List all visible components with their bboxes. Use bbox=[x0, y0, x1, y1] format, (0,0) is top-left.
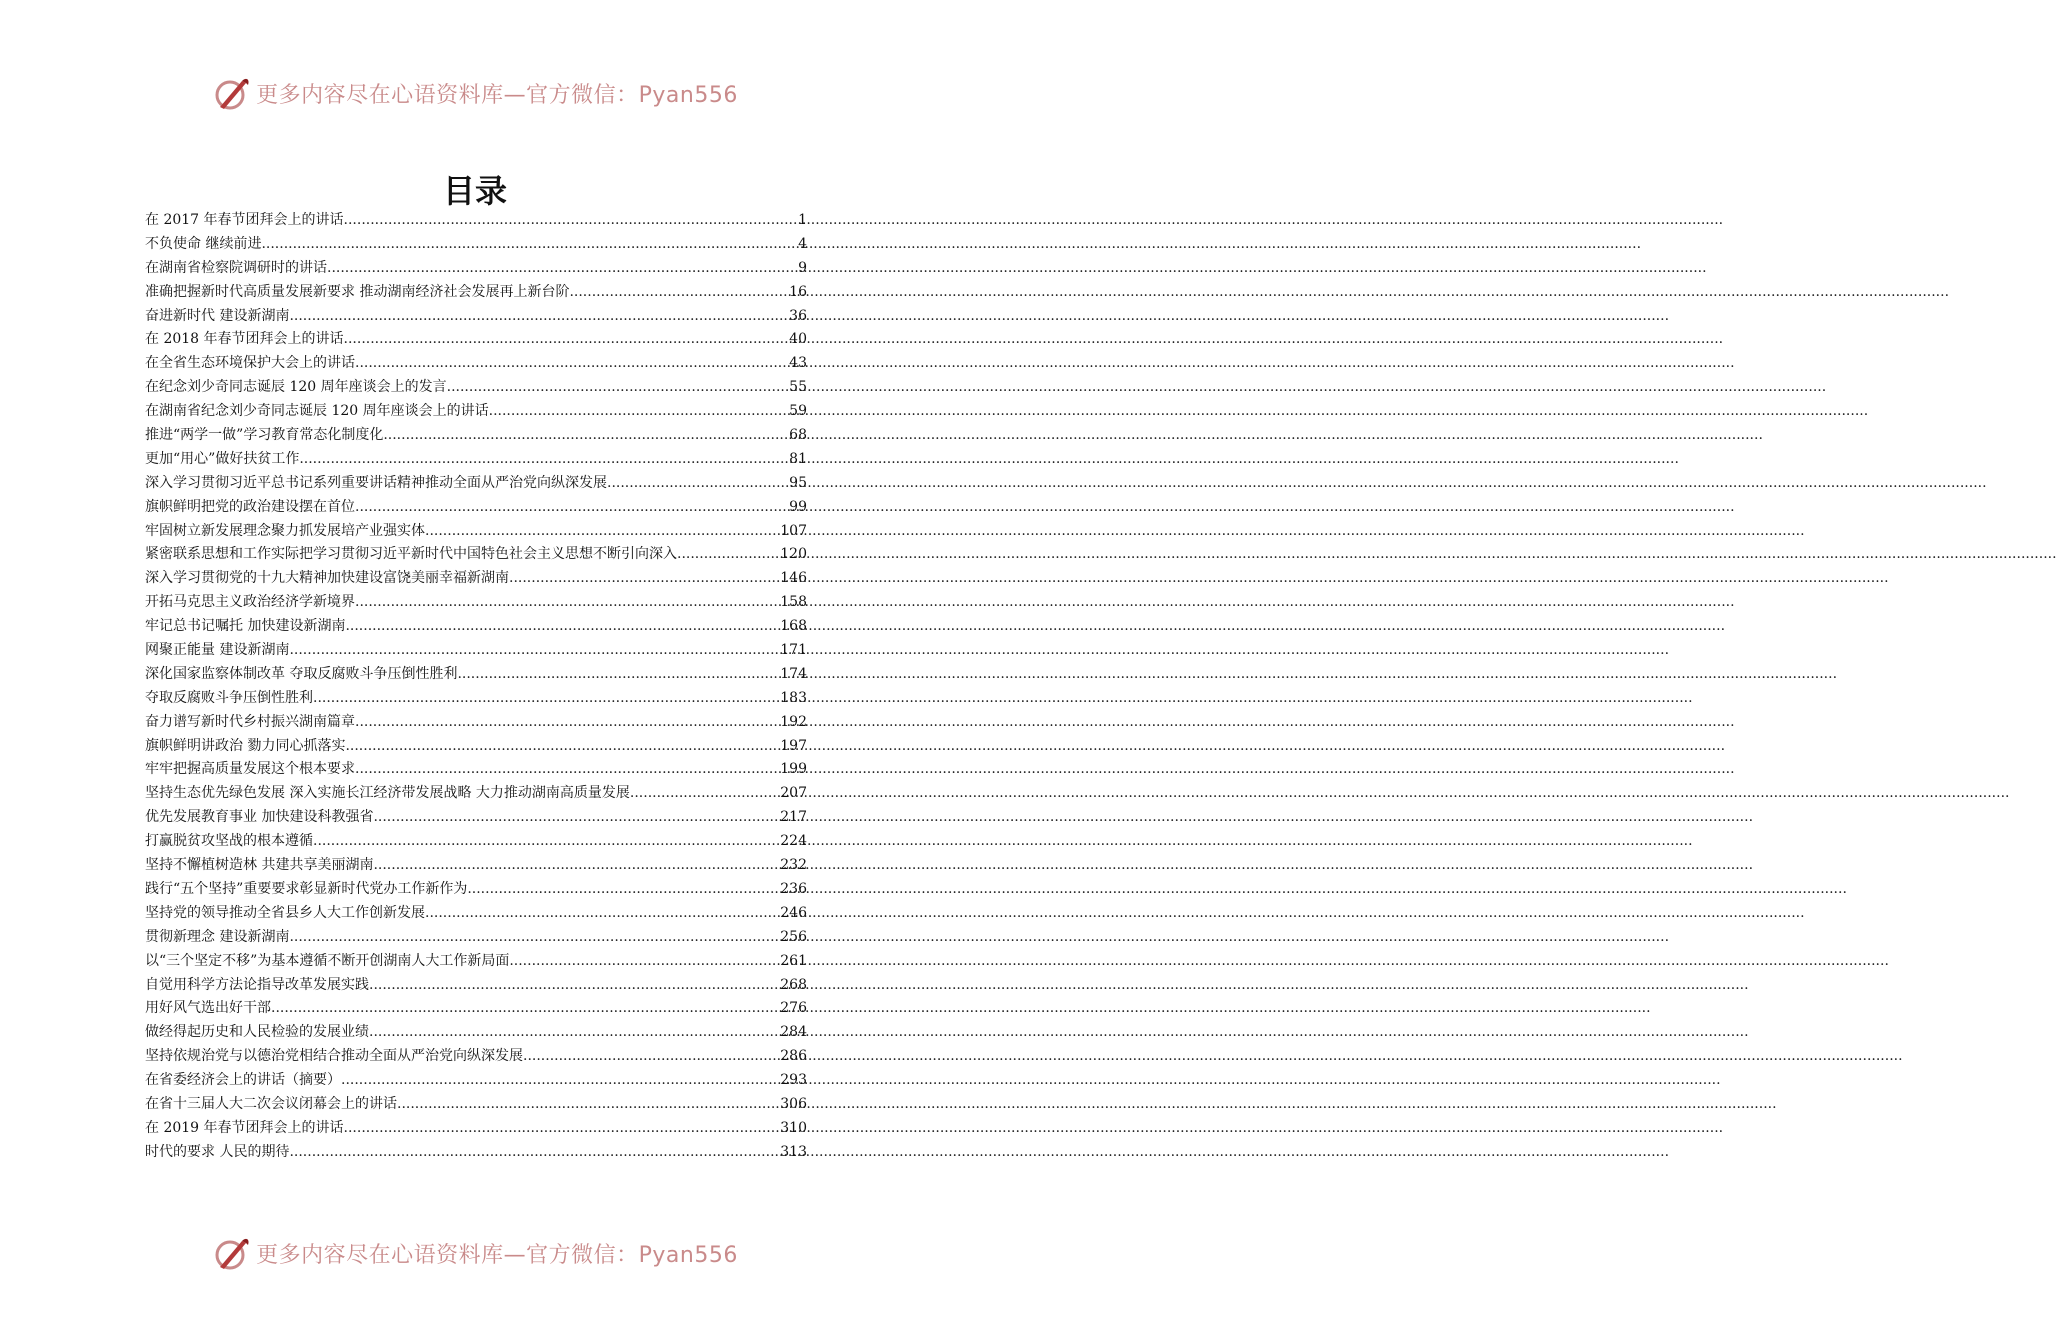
toc-leader-dots bbox=[355, 352, 789, 376]
toc-entry-page: 284 bbox=[780, 1024, 807, 1041]
toc-entry-page: 313 bbox=[780, 1143, 807, 1160]
toc-leader-dots bbox=[355, 711, 780, 735]
toc-entry-title: 不负使命 继续前进 bbox=[145, 235, 262, 252]
toc-entry-page: 81 bbox=[789, 450, 807, 467]
toc-entry[interactable] bbox=[145, 567, 807, 591]
toc-leader-dots bbox=[355, 496, 789, 520]
toc-entry-page: 293 bbox=[780, 1072, 807, 1089]
toc-entry[interactable] bbox=[145, 520, 807, 544]
toc-entry[interactable] bbox=[145, 950, 807, 974]
toc-entry[interactable] bbox=[145, 663, 807, 687]
toc-entry-title: 更加“用心”做好扶贫工作 bbox=[145, 450, 300, 467]
toc-entry-title: 在 2019 年春节团拜会上的讲话 bbox=[145, 1119, 344, 1136]
toc-entry-title: 优先发展教育事业 加快建设科教强省 bbox=[145, 809, 374, 826]
toc-entry-title: 时代的要求 人民的期待 bbox=[145, 1143, 290, 1160]
toc-entry[interactable] bbox=[145, 830, 807, 854]
toc-leader-dots bbox=[425, 902, 780, 926]
toc-leader-dots bbox=[261, 233, 798, 257]
toc-leader-dots bbox=[523, 1045, 780, 1069]
toc-entry-page: 95 bbox=[789, 474, 807, 491]
toc-entry-title: 在全省生态环境保护大会上的讲话 bbox=[145, 355, 355, 372]
toc-entry[interactable] bbox=[145, 472, 807, 496]
toc-entry-page: 168 bbox=[780, 618, 807, 635]
toc-entry[interactable] bbox=[145, 687, 807, 711]
toc-entry-page: 286 bbox=[780, 1048, 807, 1065]
toc-entry-page: 99 bbox=[789, 498, 807, 515]
toc-leader-dots bbox=[373, 854, 780, 878]
toc-entry-title: 紧密联系思想和工作实际把学习贯彻习近平新时代中国特色社会主义思想不断引向深入 bbox=[145, 546, 677, 563]
toc-leader-dots bbox=[344, 209, 799, 233]
toc-leader-dots bbox=[373, 806, 780, 830]
toc-entry-title: 奋力谱写新时代乡村振兴湖南篇章 bbox=[145, 713, 355, 730]
toc-entry[interactable] bbox=[145, 1069, 807, 1093]
toc-entry[interactable] bbox=[145, 758, 807, 782]
toc-entry-page: 59 bbox=[789, 403, 807, 420]
toc-entry-page: 256 bbox=[780, 928, 807, 945]
toc-entry[interactable] bbox=[145, 1045, 807, 1069]
toc-entry[interactable] bbox=[145, 997, 807, 1021]
toc-leader-dots bbox=[271, 997, 780, 1021]
toc-leader-dots bbox=[299, 448, 789, 472]
toc-entry-title: 牢牢把握高质量发展这个根本要求 bbox=[145, 761, 355, 778]
toc-entry-title: 坚持生态优先绿色发展 深入实施长江经济带发展战略 大力推动湖南高质量发展 bbox=[145, 785, 630, 802]
toc-leader-dots bbox=[369, 1021, 780, 1045]
toc-leader-dots bbox=[327, 257, 798, 281]
toc-entry-title: 旗帜鲜明把党的政治建设摆在首位 bbox=[145, 498, 355, 515]
toc-entry-title: 自觉用科学方法论指导改革发展实践 bbox=[145, 976, 369, 993]
toc-entry-title: 牢记总书记嘱托 加快建设新湖南 bbox=[145, 618, 346, 635]
toc-entry[interactable] bbox=[145, 543, 807, 567]
toc-leader-dots bbox=[355, 591, 780, 615]
toc-entry[interactable] bbox=[145, 1141, 807, 1165]
toc-entry-title: 以“三个坚定不移”为基本遵循不断开创湖南人大工作新局面 bbox=[145, 952, 510, 969]
toc-entry-page: 174 bbox=[780, 665, 807, 682]
toc-entry-page: 232 bbox=[780, 857, 807, 874]
toc-entry-title: 贯彻新理念 建设新湖南 bbox=[145, 928, 290, 945]
toc-entry-page: 43 bbox=[789, 355, 807, 372]
toc-entry-title: 旗帜鲜明讲政治 勠力同心抓落实 bbox=[145, 737, 346, 754]
toc-leader-dots bbox=[313, 687, 780, 711]
toc-entry-page: 1 bbox=[798, 212, 807, 228]
toc-leader-dots bbox=[447, 376, 790, 400]
toc-entry[interactable] bbox=[145, 974, 807, 998]
toc-entry[interactable] bbox=[145, 615, 807, 639]
toc-entry-page: 199 bbox=[780, 761, 807, 778]
toc-entry[interactable] bbox=[145, 233, 807, 257]
toc-entry-page: 207 bbox=[780, 785, 807, 802]
toc-leader-dots bbox=[345, 735, 780, 759]
toc-leader-dots bbox=[457, 663, 780, 687]
toc-entry-page: 16 bbox=[789, 283, 807, 300]
toc-entry[interactable] bbox=[145, 400, 807, 424]
toc-entry-page: 146 bbox=[780, 570, 807, 587]
toc-entry[interactable] bbox=[145, 878, 807, 902]
toc-entry-page: 261 bbox=[780, 952, 807, 969]
toc-entry-page: 276 bbox=[780, 1000, 807, 1017]
toc-entry-title: 坚持不懈植树造林 共建共享美丽湖南 bbox=[145, 857, 374, 874]
toc-entry[interactable] bbox=[145, 209, 807, 233]
toc-entry[interactable] bbox=[145, 305, 807, 329]
toc-leader-dots bbox=[289, 639, 780, 663]
toc-leader-dots bbox=[344, 1117, 781, 1141]
toc-entry[interactable] bbox=[145, 328, 807, 352]
toc-entry-page: 120 bbox=[780, 546, 807, 563]
toc-entry-title: 推进“两学一做”学习教育常态化制度化 bbox=[145, 427, 384, 444]
toc-entry-page: 183 bbox=[780, 689, 807, 706]
toc-entry-title: 在湖南省检察院调研时的讲话 bbox=[145, 259, 327, 276]
toc-leader-dots bbox=[341, 1069, 780, 1093]
toc-entry-page: 36 bbox=[789, 307, 807, 324]
toc-entry-page: 306 bbox=[780, 1095, 807, 1112]
toc-entry[interactable] bbox=[145, 926, 807, 950]
toc-entry-page: 192 bbox=[780, 713, 807, 730]
page-title: 目录 bbox=[442, 172, 507, 210]
toc-leader-dots bbox=[313, 830, 780, 854]
toc-leader-dots bbox=[369, 974, 780, 998]
toc-entry[interactable] bbox=[145, 496, 807, 520]
toc-entry-title: 在纪念刘少奇同志诞辰 120 周年座谈会上的发言 bbox=[145, 379, 447, 396]
toc-entry-title: 开拓马克思主义政治经济学新境界 bbox=[145, 594, 355, 611]
toc-entry-title: 夺取反腐败斗争压倒性胜利 bbox=[145, 689, 313, 706]
table-of-contents bbox=[145, 209, 807, 1165]
toc-entry[interactable] bbox=[145, 376, 807, 400]
quill-pen-logo-icon bbox=[212, 73, 252, 113]
toc-entry-title: 深化国家监察体制改革 夺取反腐败斗争压倒性胜利 bbox=[145, 665, 458, 682]
toc-leader-dots bbox=[383, 424, 789, 448]
toc-entry-page: 246 bbox=[780, 904, 807, 921]
header-watermark-text: 更多内容尽在心语资料库—官方微信：Pyan556 bbox=[256, 82, 738, 108]
toc-entry[interactable] bbox=[145, 1117, 807, 1141]
toc-entry[interactable] bbox=[145, 806, 807, 830]
toc-entry[interactable] bbox=[145, 591, 807, 615]
toc-entry-title: 在 2018 年春节团拜会上的讲话 bbox=[145, 331, 344, 348]
toc-leader-dots bbox=[607, 472, 789, 496]
toc-leader-dots bbox=[289, 926, 780, 950]
quill-pen-logo-icon bbox=[212, 1233, 252, 1273]
toc-entry-title: 在省委经济会上的讲话（摘要） bbox=[145, 1072, 341, 1089]
toc-leader-dots bbox=[345, 615, 780, 639]
toc-entry-title: 坚持依规治党与以德治党相结合推动全面从严治党向纵深发展 bbox=[145, 1048, 523, 1065]
toc-leader-dots bbox=[397, 1093, 780, 1117]
toc-entry[interactable] bbox=[145, 711, 807, 735]
toc-leader-dots bbox=[467, 878, 780, 902]
toc-entry-page: 224 bbox=[780, 833, 807, 850]
toc-leader-dots bbox=[289, 305, 789, 329]
toc-entry-title: 网聚正能量 建设新湖南 bbox=[145, 642, 290, 659]
toc-entry[interactable] bbox=[145, 352, 807, 376]
toc-entry-title: 在省十三届人大二次会议闭幕会上的讲话 bbox=[145, 1095, 397, 1112]
toc-entry[interactable] bbox=[145, 257, 807, 281]
toc-entry-page: 107 bbox=[780, 522, 807, 539]
toc-entry-page: 4 bbox=[798, 235, 807, 252]
toc-entry-page: 171 bbox=[780, 642, 807, 659]
toc-entry-page: 55 bbox=[789, 379, 807, 396]
toc-leader-dots bbox=[344, 328, 790, 352]
toc-entry-title: 打赢脱贫攻坚战的根本遵循 bbox=[145, 833, 313, 850]
toc-entry-title: 准确把握新时代高质量发展新要求 推动湖南经济社会发展再上新台阶 bbox=[145, 283, 570, 300]
toc-entry[interactable] bbox=[145, 902, 807, 926]
toc-entry-page: 158 bbox=[780, 594, 807, 611]
toc-entry[interactable] bbox=[145, 854, 807, 878]
toc-entry-title: 在湖南省纪念刘少奇同志诞辰 120 周年座谈会上的讲话 bbox=[145, 403, 489, 420]
toc-entry-title: 牢固树立新发展理念聚力抓发展培产业强实体 bbox=[145, 522, 425, 539]
toc-entry-title: 在 2017 年春节团拜会上的讲话 bbox=[145, 212, 344, 228]
toc-entry-page: 236 bbox=[780, 880, 807, 897]
toc-entry-title: 坚持党的领导推动全省县乡人大工作创新发展 bbox=[145, 904, 425, 921]
header-watermark-banner bbox=[0, 70, 950, 116]
toc-entry[interactable] bbox=[145, 281, 807, 305]
toc-leader-dots bbox=[355, 758, 780, 782]
toc-entry[interactable] bbox=[145, 1093, 807, 1117]
toc-entry-title: 用好风气选出好干部 bbox=[145, 1000, 271, 1017]
toc-leader-dots bbox=[569, 281, 789, 305]
toc-entry[interactable] bbox=[145, 424, 807, 448]
toc-leader-dots bbox=[489, 400, 790, 424]
toc-entry-title: 深入学习贯彻习近平总书记系列重要讲话精神推动全面从严治党向纵深发展 bbox=[145, 474, 607, 491]
toc-entry-title: 深入学习贯彻党的十九大精神加快建设富饶美丽幸福新湖南 bbox=[145, 570, 509, 587]
toc-entry-page: 268 bbox=[780, 976, 807, 993]
toc-leader-dots bbox=[289, 1141, 780, 1165]
toc-entry-title: 践行“五个坚持”重要要求彰显新时代党办工作新作为 bbox=[145, 880, 468, 897]
toc-entry[interactable] bbox=[145, 735, 807, 759]
toc-leader-dots bbox=[425, 520, 780, 544]
toc-entry-page: 40 bbox=[789, 331, 807, 348]
toc-entry-page: 197 bbox=[780, 737, 807, 754]
toc-entry-page: 310 bbox=[780, 1119, 807, 1136]
toc-entry-page: 9 bbox=[798, 259, 807, 276]
toc-entry-title: 做经得起历史和人民检验的发展业绩 bbox=[145, 1024, 369, 1041]
footer-watermark-text: 更多内容尽在心语资料库—官方微信：Pyan556 bbox=[256, 1242, 738, 1268]
toc-entry-page: 68 bbox=[789, 427, 807, 444]
toc-leader-dots bbox=[509, 567, 780, 591]
toc-entry[interactable] bbox=[145, 782, 807, 806]
footer-watermark-banner bbox=[0, 1230, 950, 1276]
toc-entry-title: 奋进新时代 建设新湖南 bbox=[145, 307, 290, 324]
toc-leader-dots bbox=[677, 543, 780, 567]
toc-leader-dots bbox=[630, 782, 780, 806]
toc-entry[interactable] bbox=[145, 639, 807, 663]
toc-entry[interactable] bbox=[145, 1021, 807, 1045]
toc-entry[interactable] bbox=[145, 448, 807, 472]
toc-leader-dots bbox=[509, 950, 780, 974]
toc-entry-page: 217 bbox=[780, 809, 807, 826]
